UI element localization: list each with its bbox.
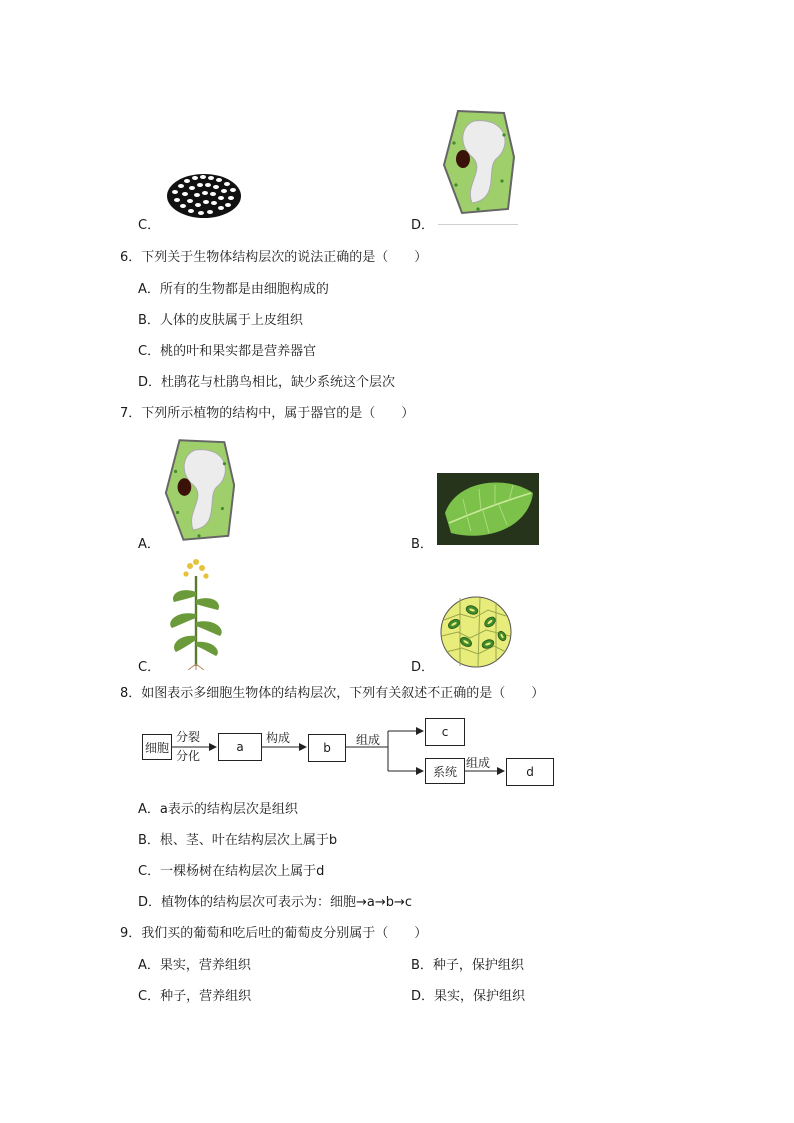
compose-label-2: 组成 [466,756,491,770]
q9-stem: 9．我们买的葡萄和吃后吐的葡萄皮分别属于（ ） [120,926,428,941]
leaf-image [437,473,539,545]
q7-option-a-label[interactable]: A． [138,537,160,552]
q5-option-c-label: C． [138,218,161,233]
epithelial-tissue-image [165,172,243,220]
whole-plant-image [160,556,232,670]
level-b-box: b [308,734,346,762]
q7-option-c-label[interactable]: C． [138,660,161,675]
q6-option-d[interactable]: D．杜鹃花与杜鹃鸟相比，缺少系统这个层次 [138,375,396,390]
cell-box: 细胞 [142,734,172,760]
q7-stem: 7．下列所示植物的结构中，属于器官的是（ ） [120,406,415,421]
q8-option-a[interactable]: A．a表示的结构层次是组织 [138,802,298,817]
form-label: 构成 [266,731,291,745]
q7-option-d-label[interactable]: D． [411,660,435,675]
level-c-box: c [425,718,465,746]
q9-option-c[interactable]: C．种子，营养组织 [138,989,252,1004]
divide-label: 分裂 [176,730,201,744]
level-a-box: a [218,733,262,761]
q7-option-b-label[interactable]: B． [411,537,433,552]
q9-option-b[interactable]: B．种子，保护组织 [411,958,524,973]
q8-option-d[interactable]: D．植物体的结构层次可表示为：细胞→a→b→c [138,895,413,910]
q6-option-c[interactable]: C．桃的叶和果实都是营养器官 [138,344,317,359]
q6-option-b[interactable]: B．人体的皮肤属于上皮组织 [138,313,303,328]
compose-label-1: 组成 [356,733,381,747]
q5-option-d-label: D． [411,218,435,233]
plant-cell-image [160,436,240,544]
image-baseline-divider [438,224,518,225]
q6-option-a[interactable]: A．所有的生物都是由细胞构成的 [138,282,329,297]
q8-stem: 8．如图表示多细胞生物体的结构层次，下列有关叙述不正确的是（ ） [120,686,545,701]
structure-level-diagram [140,714,560,788]
plant-cell-image [438,107,520,217]
system-box: 系统 [425,758,465,784]
q9-option-a[interactable]: A．果实，营养组织 [138,958,251,973]
q8-option-c[interactable]: C．一棵杨树在结构层次上属于d [138,864,325,879]
stomata-tissue-image [440,596,512,668]
level-d-box: d [506,758,554,786]
q6-stem: 6．下列关于生物体结构层次的说法正确的是（ ） [120,250,428,265]
q9-option-d[interactable]: D．果实，保护组织 [411,989,526,1004]
differentiate-label: 分化 [176,749,201,763]
q8-option-b[interactable]: B．根、茎、叶在结构层次上属于b [138,833,338,848]
